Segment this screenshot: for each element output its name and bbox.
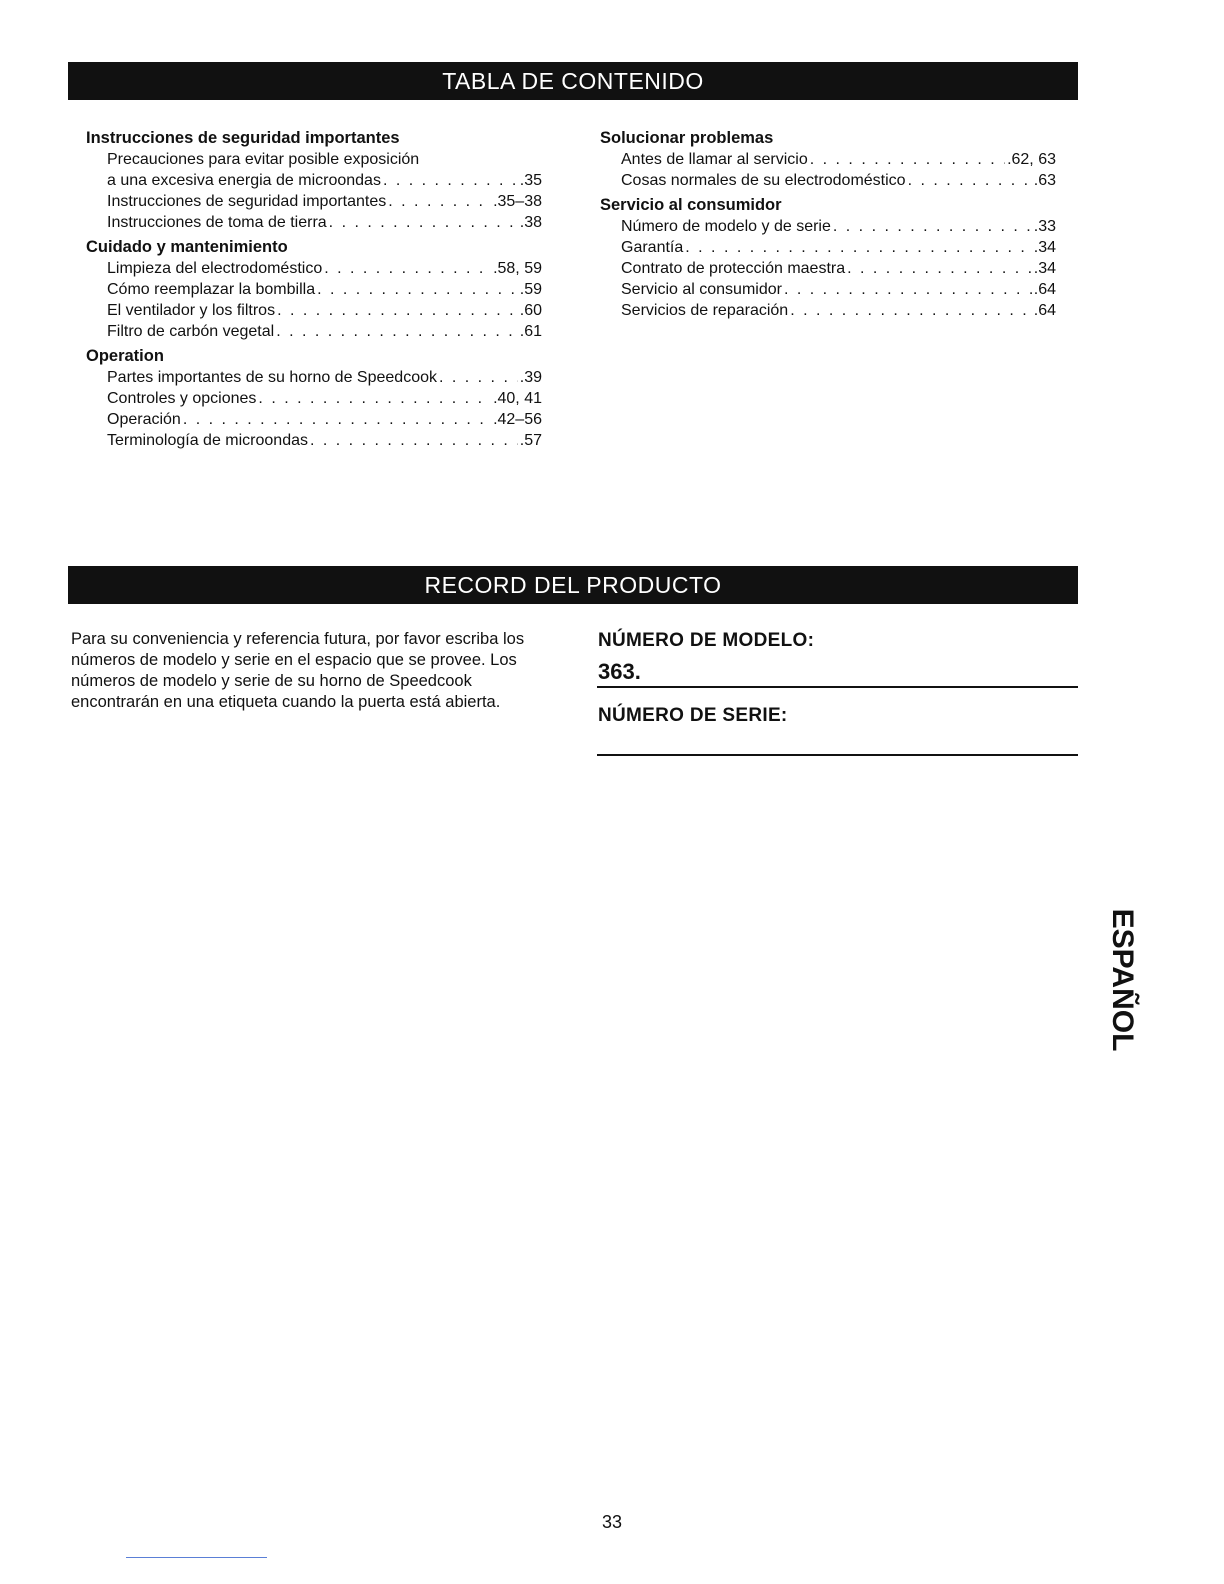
toc-leader-dots — [310, 430, 518, 451]
toc-entry-label: Controles y opciones — [107, 390, 257, 407]
toc-leader-dots — [810, 149, 1005, 170]
toc-entry-page: .42–56 — [493, 411, 542, 428]
toc-leader-dots — [439, 367, 518, 388]
toc-entry — [86, 430, 542, 451]
toc-entry-page: .38 — [519, 214, 542, 231]
toc-entry — [86, 321, 542, 342]
toc-entry-label: Servicio al consumidor — [621, 281, 782, 298]
model-number-label: NÚMERO DE MODELO: — [598, 630, 815, 651]
toc-entry — [600, 237, 1056, 258]
toc-entry — [86, 367, 542, 388]
bottom-rule — [126, 1557, 267, 1558]
toc-entry — [86, 300, 542, 321]
serial-number-line — [597, 754, 1078, 756]
record-instructions: Para su conveniencia y referencia futura, por favor escriba los números de modelo y serie en el espacio que se provee. Los números de modelo y serie de su horno de Speedcook encontrarán en una etiqueta cuando la puerta está abierta. — [71, 630, 525, 711]
toc-entry — [600, 170, 1056, 191]
toc-entry-page: .34 — [1033, 260, 1056, 277]
toc-section-title: Operation — [86, 347, 164, 365]
toc-entry — [86, 258, 542, 279]
toc-leader-dots — [685, 237, 1031, 258]
language-tab — [1095, 900, 1153, 1060]
toc-entry — [600, 258, 1056, 279]
toc-entry — [600, 279, 1056, 300]
toc-leader-dots — [847, 258, 1032, 279]
toc-entry-page: .35 — [519, 172, 542, 189]
toc-entry-page: .64 — [1033, 281, 1056, 298]
toc-leader-dots — [183, 409, 491, 430]
toc-left-column — [86, 128, 542, 451]
toc-entry-page: .59 — [519, 281, 542, 298]
toc-leader-dots — [790, 300, 1032, 321]
model-number-value: 363. — [598, 659, 641, 684]
page-number: 33 — [601, 1512, 623, 1532]
toc-entry-page: .34 — [1033, 239, 1056, 256]
language-tab-label: ESPAÑOL — [1106, 908, 1139, 1052]
toc-entry-label: Garantía — [621, 239, 684, 256]
record-banner: RECORD DEL PRODUCTO — [68, 566, 1078, 604]
toc-entry-label: Número de modelo y de serie — [621, 218, 831, 235]
toc-entry-page: .39 — [519, 369, 542, 386]
toc-section-title: Solucionar problemas — [600, 129, 774, 147]
toc-section-title: Servicio al consumidor — [600, 196, 782, 214]
toc-section — [600, 195, 1056, 321]
toc-leader-dots — [329, 212, 518, 233]
toc-entry-label: Precauciones para evitar posible exposición — [107, 151, 420, 168]
toc-entry-page: .57 — [519, 432, 542, 449]
toc-entry-page: .40, 41 — [493, 390, 542, 407]
toc-entry-label: Partes importantes de su horno de Speedcook — [107, 369, 437, 386]
toc-section-title: Instrucciones de seguridad importantes — [86, 129, 400, 147]
toc-entry-label: Operación — [107, 411, 181, 428]
toc-entry-label: Terminología de microondas — [107, 432, 308, 449]
toc-entry — [86, 388, 542, 409]
toc-entry — [86, 170, 542, 191]
toc-entry — [600, 300, 1056, 321]
toc-leader-dots — [388, 191, 491, 212]
toc-leader-dots — [258, 388, 491, 409]
serial-number-label: NÚMERO DE SERIE: — [598, 705, 788, 726]
toc-entry-label: Filtro de carbón vegetal — [107, 323, 275, 340]
toc-entry — [600, 216, 1056, 237]
toc-entry-label: Cómo reemplazar la bombilla — [107, 281, 316, 298]
toc-entry-page: .33 — [1033, 218, 1056, 235]
toc-section — [86, 128, 542, 233]
toc-entry-label: Cosas normales de su electrodoméstico — [621, 172, 906, 189]
toc-leader-dots — [324, 258, 491, 279]
toc-entry-label: Antes de llamar al servicio — [621, 151, 808, 168]
toc-entry — [86, 279, 542, 300]
toc-leader-dots — [908, 170, 1032, 191]
toc-entry-label: Instrucciones de toma de tierra — [107, 214, 327, 231]
toc-leader-dots — [383, 170, 518, 191]
toc-entry-page: .35–38 — [493, 193, 542, 210]
toc-section — [86, 237, 542, 342]
toc-section — [600, 128, 1056, 191]
toc-leader-dots — [277, 300, 518, 321]
toc-entry — [600, 149, 1056, 170]
toc-entry-label: Servicios de reparación — [621, 302, 789, 319]
toc-entry — [86, 212, 542, 233]
toc-leader-dots — [276, 321, 518, 342]
toc-leader-dots — [317, 279, 518, 300]
toc-section — [86, 346, 542, 451]
toc-banner: TABLA DE CONTENIDO — [68, 62, 1078, 100]
toc-entry-page: .63 — [1033, 172, 1056, 189]
toc-entry-label: Contrato de protección maestra — [621, 260, 846, 277]
toc-entry — [86, 191, 542, 212]
toc-leader-dots — [833, 216, 1032, 237]
toc-entry-label: a una excesiva energia de microondas — [107, 172, 381, 189]
toc-section-title: Cuidado y mantenimiento — [86, 238, 288, 256]
toc-entry — [86, 409, 542, 430]
toc-entry-page: .60 — [519, 302, 542, 319]
toc-entry-page: .58, 59 — [493, 260, 542, 277]
toc-entry-label: Limpieza del electrodoméstico — [107, 260, 323, 277]
toc-entry-page: .64 — [1033, 302, 1056, 319]
toc-entry — [86, 149, 542, 170]
toc-entry-label: El ventilador y los filtros — [107, 302, 276, 319]
model-number-line — [597, 686, 1078, 688]
toc-right-column — [600, 128, 1056, 321]
toc-entry-page: .61 — [519, 323, 542, 340]
toc-entry-page: .62, 63 — [1007, 151, 1056, 168]
toc-entry-label: Instrucciones de seguridad importantes — [107, 193, 387, 210]
toc-leader-dots — [421, 149, 540, 170]
toc-leader-dots — [784, 279, 1032, 300]
